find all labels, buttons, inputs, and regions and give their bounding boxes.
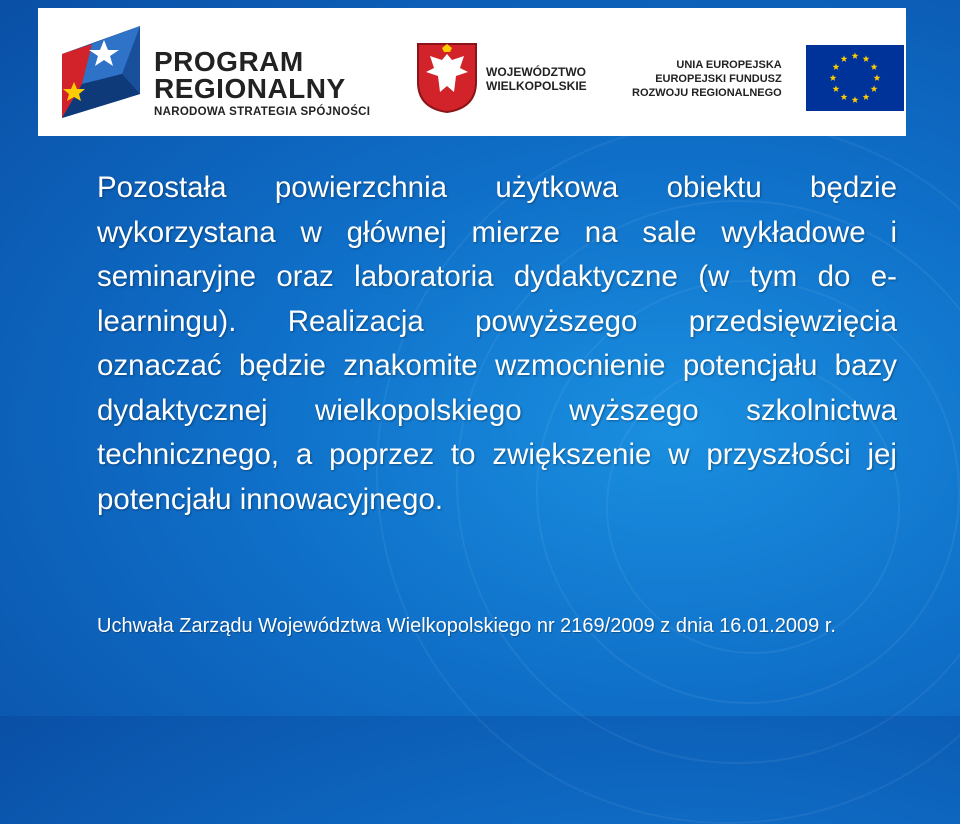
program-regionalny-text [154,48,370,118]
eu-line1: UNIA EUROPEJSKA [676,59,782,71]
program-subtitle: NARODOWA STRATEGIA SPÓJNOŚCI [154,106,371,118]
main-paragraph: Pozostała powierzchnia użytkowa obiektu będzie wykorzystana w głównej mierze na sale wykładowe i seminaryjne oraz laboratoria dydaktyczne (w tym do e-learningu). Realizacja powyższego przedsięwzięcia oznaczać będzie znakomite wzmocnienie potencjału bazy dydaktycznej wielkopolskiego wyższego szkolnictwa technicznego, a poprzez to zwiększenie w przyszłości jej potencjału innowacyjnego. [97,171,897,516]
program-regionalny-logo-icon [52,24,148,120]
eu-line2: EUROPEJSKI FUNDUSZ [655,73,782,85]
region-line1: WOJEWÓDZTWO [486,65,586,79]
eu-flag-icon [806,45,904,111]
region-name [486,65,587,93]
program-title-line1: PROGRAM [154,46,304,77]
program-title-line2: REGIONALNY [154,73,346,104]
logo-banner [38,8,906,136]
eu-fund-name [632,58,782,100]
eu-line3: ROZWOJU REGIONALNEGO [632,87,782,99]
source-citation: Uchwała Zarządu Województwa Wielkopolskiego nr 2169/2009 z dnia 16.01.2009 r. [97,615,836,637]
wielkopolska-crest-icon [416,42,478,114]
region-line2: WIELKOPOLSKIE [486,79,587,93]
